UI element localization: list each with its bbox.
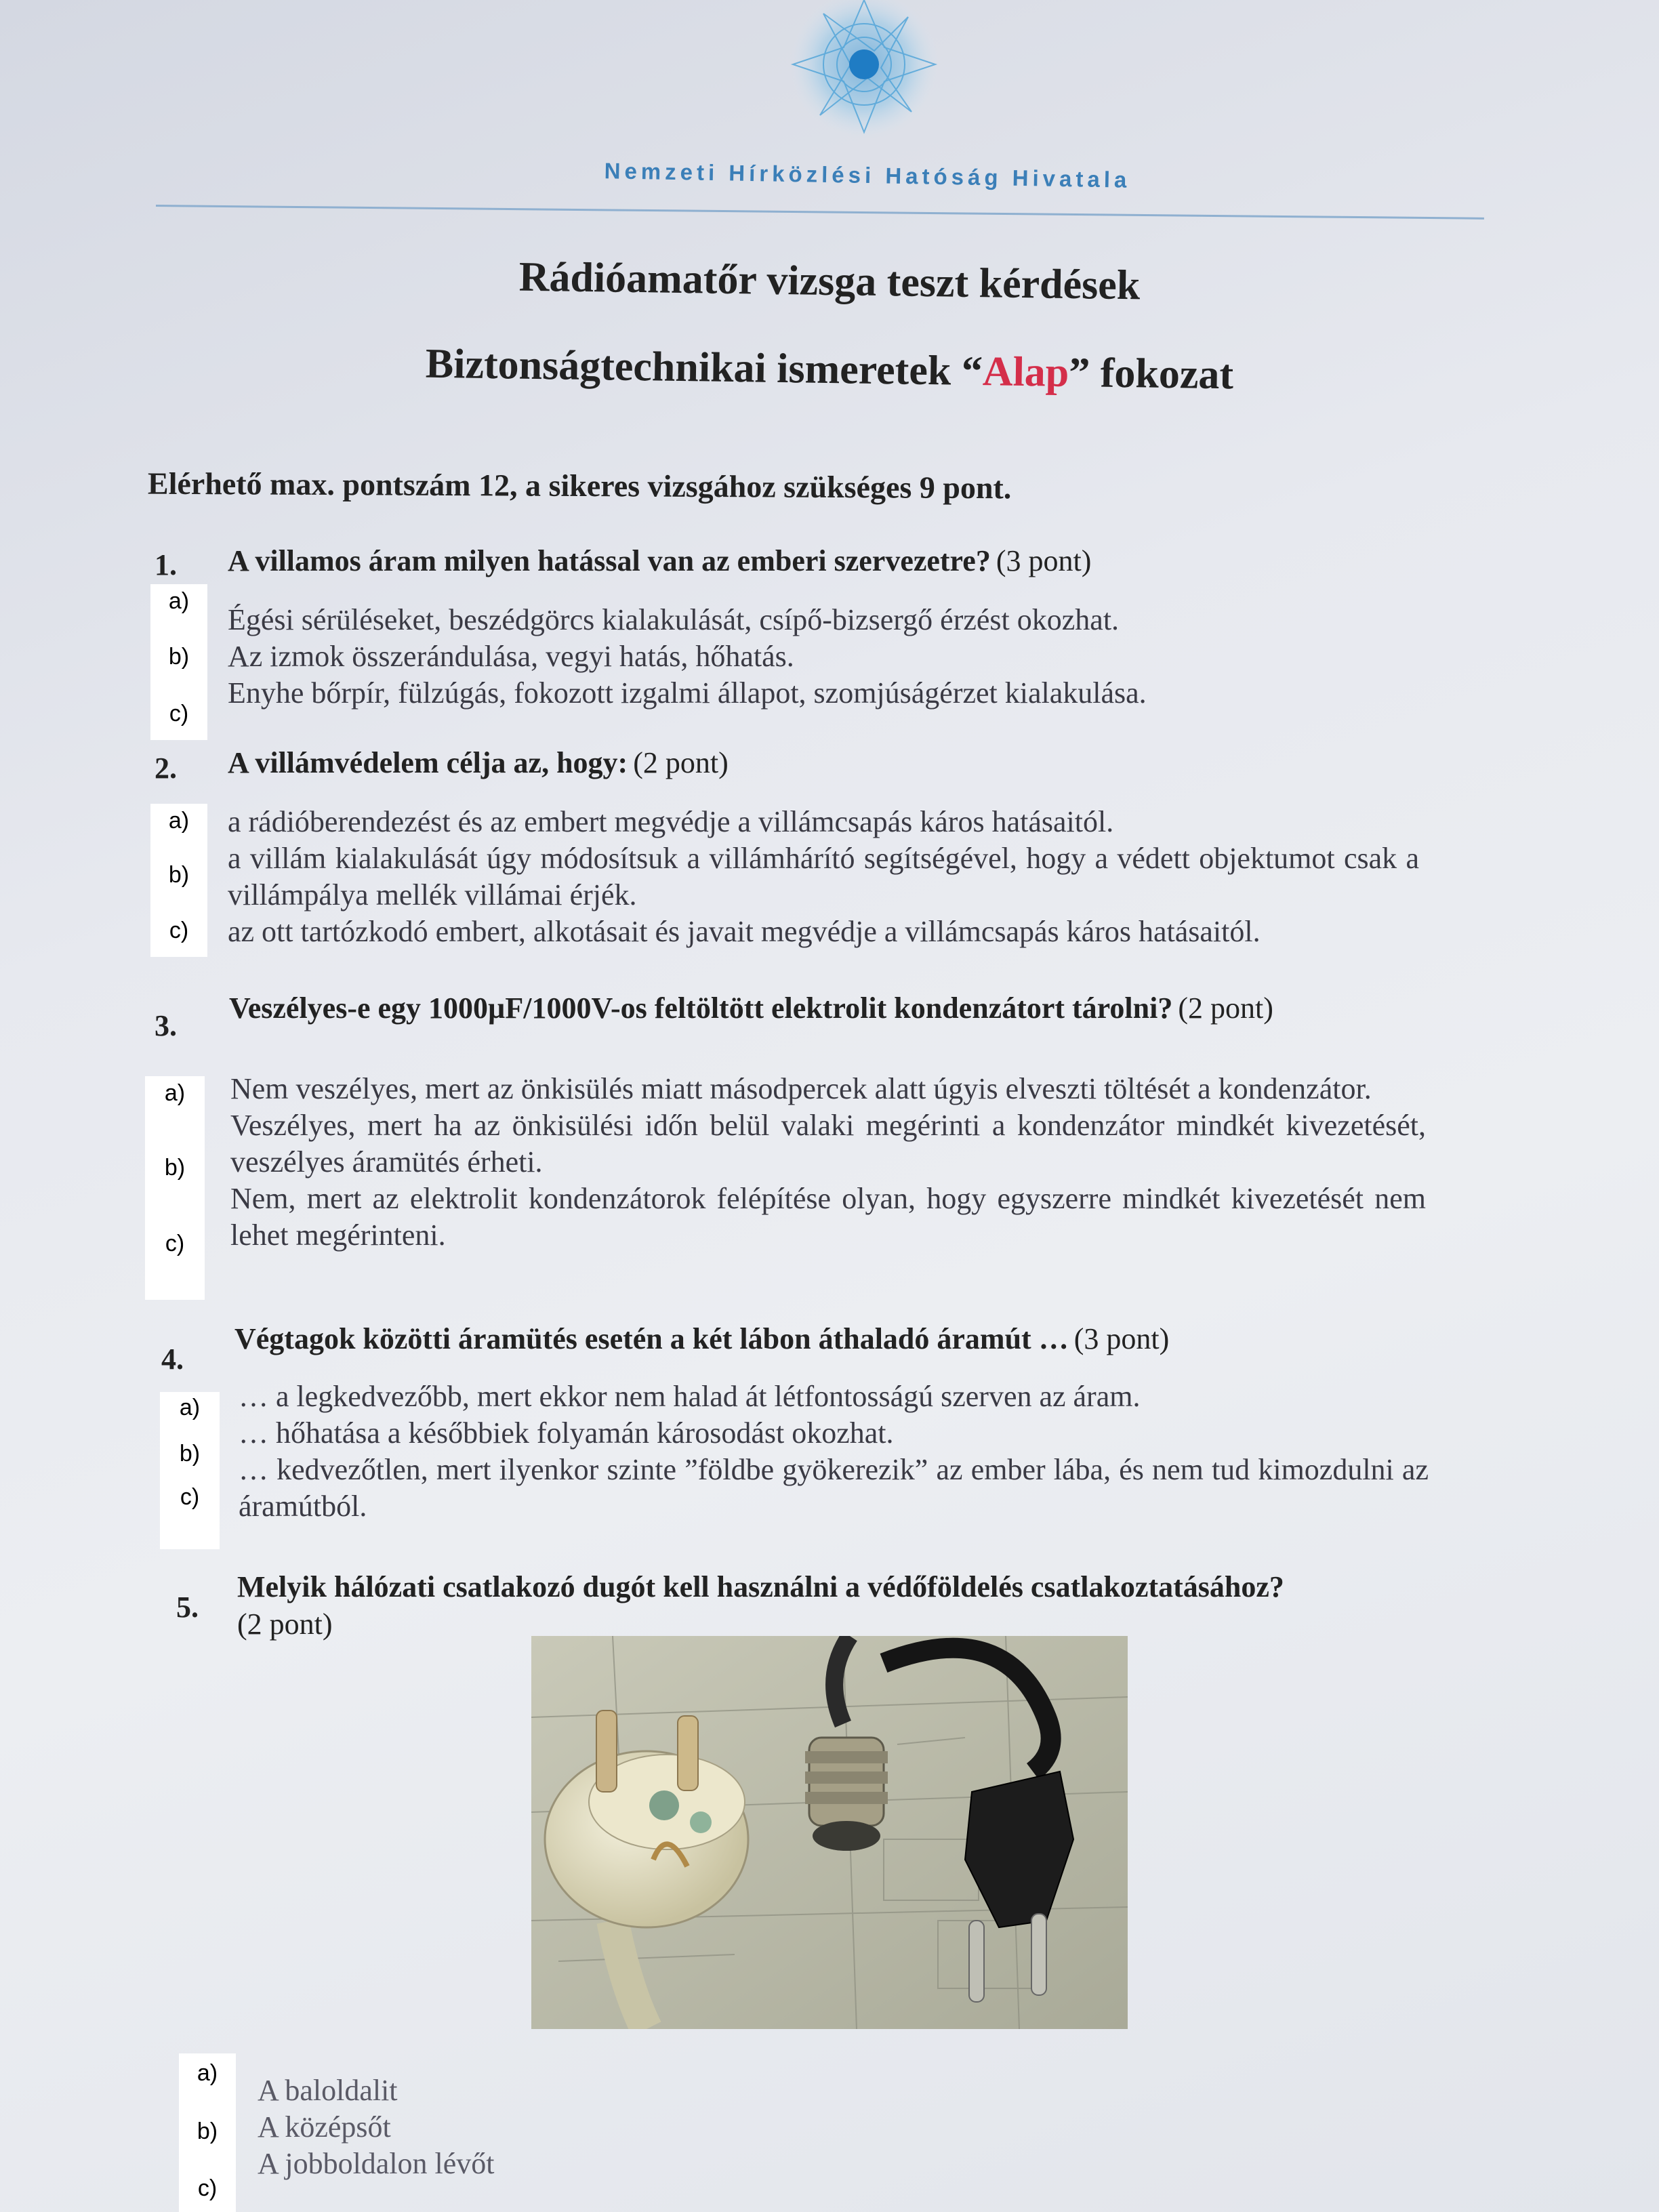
answer-label-b: b) (179, 1441, 201, 1467)
answer-c: Nem, mert az elektrolit kondenzátorok felépítése olyan, hogy egyszerre mindkét kivezetését nem lehet megérinteni. (230, 1182, 1426, 1252)
max-points-note: Elérhető max. pontszám 12, a sikeres vizsgához szükséges 9 pont. (147, 466, 1012, 506)
answer-label-b: b) (168, 644, 190, 670)
question-points: (3 pont) (996, 544, 1092, 577)
answer-b: a villám kialakulását úgy módosítsuk a villámhárító segítségével, hogy a védett objektumot csak a villámpálya mellék villámai érjék. (228, 842, 1419, 912)
question-number: 5. (176, 1591, 199, 1624)
answer-a: A baloldalit (258, 2074, 398, 2107)
answer-b: Veszélyes, mert ha az önkisülési időn belül valaki megérinti a kondenzátor mindkét kivezetését, veszélyes áramütés érheti. (230, 1109, 1426, 1179)
answer-label-box (145, 1076, 205, 1300)
answer-label-a: a) (179, 1395, 201, 1420)
question-points: (2 pont) (1178, 991, 1273, 1025)
question-5-heading (237, 1570, 1457, 1641)
question-text: A villamos áram milyen hatással van az emberi szervezetre? (228, 544, 991, 577)
question-3-heading (229, 991, 1449, 1025)
answer-c: … kedvezőtlen, mert ilyenkor szinte ”földbe gyökerezik” az ember lába, és nem tud kimozdulni az áramútból. (239, 1453, 1429, 1523)
answer-label-a: a) (168, 808, 190, 834)
answer-a: a rádióberendezést és az embert megvédje a villámcsapás káros hatásaitól. (228, 805, 1114, 838)
question-points: (2 pont) (237, 1607, 333, 1641)
answer-label-b: b) (168, 862, 190, 888)
answer-label-box (150, 584, 207, 740)
question-number: 1. (155, 548, 177, 581)
subtitle-before: Biztonságtechnikai ismeretek “ (425, 340, 983, 395)
subtitle-accent: Alap (982, 348, 1069, 396)
answer-label-c: c) (169, 701, 189, 726)
question-points: (2 pont) (633, 746, 729, 779)
answer-label-a: a) (168, 588, 190, 614)
plugs-photo (531, 1636, 1128, 2029)
question-text: Veszélyes-e egy 1000µF/1000V-os feltöltött elektrolit kondenzátort tárolni? (229, 991, 1173, 1025)
answer-a: … a legkedvezőbb, mert ekkor nem halad át létfontosságú szerven az áram. (239, 1380, 1141, 1413)
page-subtitle (0, 334, 1659, 405)
subtitle-after: ” fokozat (1068, 349, 1234, 398)
answer-label-b: b) (164, 1155, 186, 1181)
answer-label-b: b) (197, 2118, 218, 2144)
question-2-heading (228, 745, 1448, 780)
answer-b: Az izmok összerándulása, vegyi hatás, hőhatás. (228, 640, 794, 673)
answer-label-c: c) (165, 1231, 185, 1256)
question-points: (3 pont) (1073, 1322, 1170, 1355)
answer-c: Enyhe bőrpír, fülzúgás, fokozott izgalmi állapot, szomjúságérzet kialakulása. (228, 676, 1147, 710)
question-1-heading (228, 544, 1448, 578)
question-number: 2. (155, 752, 177, 785)
answer-c: az ott tartózkodó embert, alkotásait és javait megvédje a villámcsapás káros hatásaitól. (228, 915, 1261, 948)
header-divider (156, 205, 1484, 220)
question-text: Végtagok közötti áramütés esetén a két lábon áthaladó áramút … (234, 1322, 1069, 1355)
question-5-answers (258, 2072, 867, 2182)
answer-label-box (160, 1392, 220, 1549)
answer-c: A jobboldalon lévőt (258, 2147, 495, 2180)
answer-a: Nem veszélyes, mert az önkisülés miatt másodpercek alatt úgyis elveszti töltését a kondenzátor. (230, 1072, 1372, 1105)
question-number: 4. (161, 1343, 184, 1376)
answer-label-c: c) (169, 918, 189, 943)
answer-label-c: c) (180, 1484, 200, 1510)
agency-name: Nemzeti Hírközlési Hatóság Hivatala (604, 158, 1131, 192)
question-text: A villámvédelem célja az, hogy: (228, 746, 628, 779)
answer-label-box (179, 2053, 236, 2212)
answer-b: A középsőt (258, 2110, 391, 2144)
answer-b: … hőhatása a későbbiek folyamán károsodást okozhat. (239, 1416, 894, 1450)
question-1-answers (228, 602, 1475, 712)
answer-label-a: a) (164, 1080, 186, 1106)
agency-logo-icon (766, 0, 962, 142)
answer-a: Égési sérüléseket, beszédgörcs kialakulását, csípő-bizsergő érzést okozhat. (228, 603, 1120, 636)
question-4-answers (239, 1378, 1429, 1525)
answer-label-c: c) (197, 2175, 218, 2201)
question-2-answers (228, 804, 1419, 950)
page-title: Rádióamatőr vizsga teszt kérdések (518, 253, 1141, 309)
question-3-answers (230, 1071, 1426, 1254)
question-text: Melyik hálózati csatlakozó dugót kell használni a védőföldelés csatlakoztatásához? (237, 1570, 1284, 1603)
question-number: 3. (155, 1009, 177, 1042)
answer-label-box (150, 804, 207, 957)
answer-label-a: a) (197, 2060, 218, 2086)
question-4-heading (234, 1322, 1454, 1356)
